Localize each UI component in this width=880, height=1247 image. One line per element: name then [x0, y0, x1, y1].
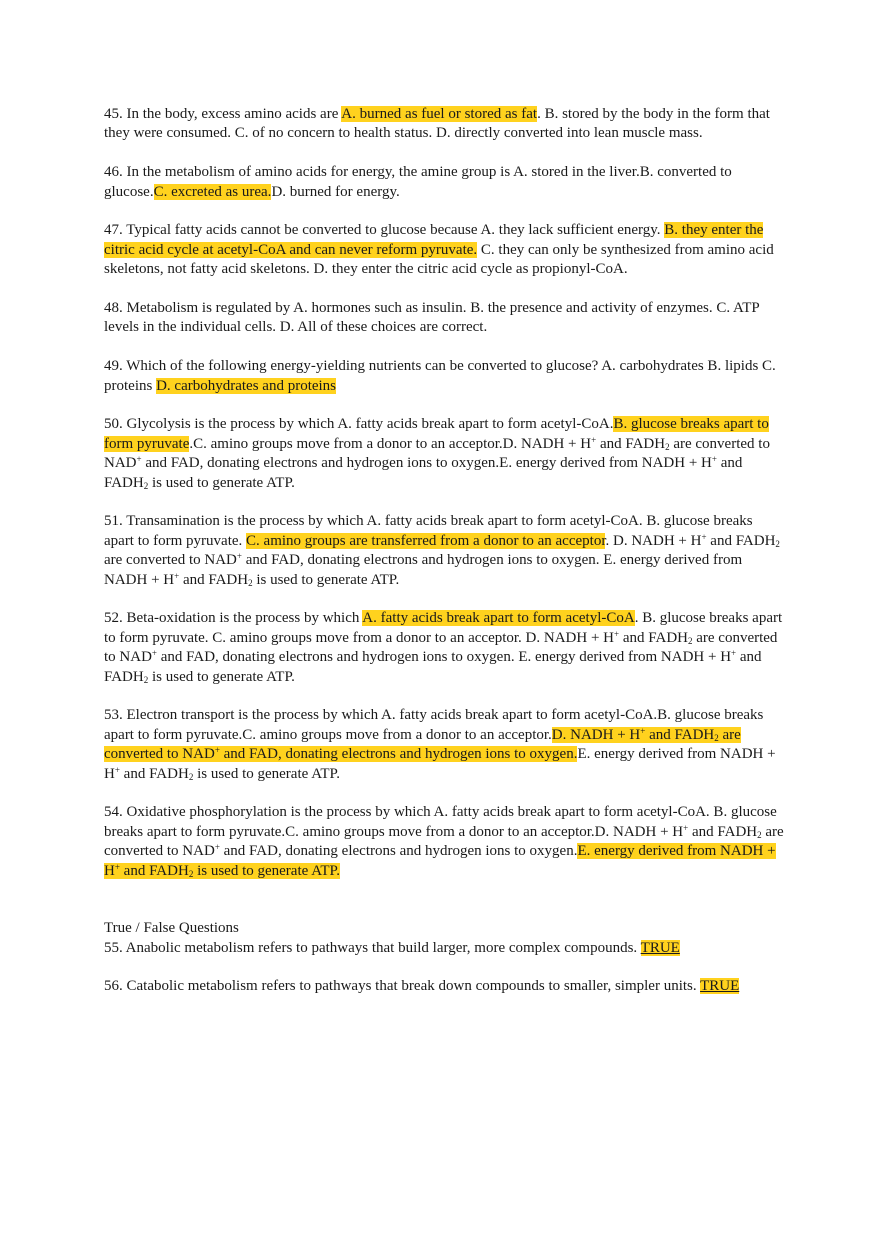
- question-54-text: 54. Oxidative phosphorylation is the process by which A. fatty acids break apart to form acetyl-CoA. B. glucose breaks apart to form pyruvate.C. amino groups move from a donor to an acceptor.D. NADH + H+ and $FADH_2$ are converted to NAD+ and FAD, donating electrons and hydrogen ions to oxygen.E. energy derived from NADH + H+ and $FADH_2$ is used to generate ATP.: [104, 804, 784, 879]
- true-false-section: [104, 919, 784, 997]
- question-48-text: 48. Metabolism is regulated by A. hormones such as insulin. B. the presence and activity of enzymes. C. ATP levels in the individual cells. D. All of these choices are correct.: [104, 300, 760, 336]
- question-49: [104, 357, 784, 396]
- document-page: [104, 105, 784, 997]
- question-50: [104, 415, 784, 493]
- answer-highlight: TRUE: [700, 978, 740, 995]
- question-47: [104, 221, 784, 279]
- question-48: [104, 299, 784, 338]
- question-54: [104, 803, 784, 881]
- question-49-text: 49. Which of the following energy-yielding nutrients can be converted to glucose? A. carbohydrates B. lipids C. proteins D. carbohydrates and proteins: [104, 358, 776, 394]
- section-heading: True / False Questions: [104, 920, 239, 937]
- question-55-text: 55. Anabolic metabolism refers to pathways that build larger, more complex compounds. TRUE: [104, 939, 680, 956]
- question-45: [104, 105, 784, 144]
- question-46-text: 46. In the metabolism of amino acids for energy, the amine group is A. stored in the liver.B. converted to glucose.C. excreted as urea.D. burned for energy.: [104, 164, 732, 200]
- answer-highlight: D. carbohydrates and proteins: [156, 377, 337, 394]
- question-52-text: 52. Beta-oxidation is the process by which A. fatty acids break apart to form acetyl-CoA. B. glucose breaks apart to form pyruvate. C. amino groups move from a donor to an acceptor. D. NADH + H+ and $FADH_2$ are converted to NAD+ and FAD, donating electrons and hydrogen ions to oxygen. E. energy derived from NADH + H+ and $FADH_2$ is used to generate ATP.: [104, 610, 783, 685]
- question-45-text: 45. In the body, excess amino acids are A. burned as fuel or stored as fat. B. stored by the body in the form that they were consumed. C. of no concern to health status. D. directly converted into lean muscle mass.: [104, 106, 770, 142]
- question-52: [104, 609, 784, 687]
- question-51: [104, 512, 784, 590]
- question-56-text: 56. Catabolic metabolism refers to pathways that break down compounds to smaller, simpler units. TRUE: [104, 978, 740, 995]
- answer-highlight: TRUE: [640, 939, 680, 956]
- question-53-text: 53. Electron transport is the process by which A. fatty acids break apart to form acetyl-CoA.B. glucose breaks apart to form pyruvate.C. amino groups move from a donor to an acceptor.D. NADH + H+ and $FADH_2$ are converted to NAD+ and FAD, donating electrons and hydrogen ions to oxygen.E. energy derived from NADH + H+ and $FADH_2$ is used to generate ATP.: [104, 707, 776, 782]
- answer-highlight: D. NADH + H+ and $FADH_2$ are converted to NAD+ and FAD, donating electrons and hydrogen ions to oxygen.: [104, 725, 741, 763]
- question-53: [104, 706, 784, 784]
- answer-highlight: A. fatty acids break apart to form acetyl-CoA: [362, 610, 635, 627]
- answer-highlight: E. energy derived from NADH + H+ and $FADH_2$ is used to generate ATP.: [104, 843, 776, 879]
- answer-highlight: C. amino groups are transferred from a donor to an acceptor: [246, 532, 606, 549]
- question-50-text: 50. Glycolysis is the process by which A. fatty acids break apart to form acetyl-CoA.B. glucose breaks apart to form pyruvate.C. amino groups move from a donor to an acceptor.D. NADH + H+ and $FADH_2$ are converted to NAD+ and FAD, donating electrons and hydrogen ions to oxygen.E. energy derived from NADH + H+ and $FADH_2$ is used to generate ATP.: [104, 416, 770, 491]
- question-46: [104, 163, 784, 202]
- answer-highlight: B. glucose breaks apart to form pyruvate: [104, 416, 769, 452]
- question-47-text: 47. Typical fatty acids cannot be converted to glucose because A. they lack sufficient energy. B. they enter the citric acid cycle at acetyl-CoA and can never reform pyruvate. C. they can only be synthesized from amino acid skeletons, not fatty acid skeletons. D. they enter the citric acid cycle as propionyl-CoA.: [104, 222, 774, 278]
- answer-highlight: B. they enter the citric acid cycle at acetyl-CoA and can never reform pyruvate.: [104, 222, 764, 258]
- question-51-text: 51. Transamination is the process by which A. fatty acids break apart to form acetyl-CoA. B. glucose breaks apart to form pyruvate. C. amino groups are transferred from a donor to an acceptor. D. NADH + H+ and $FADH_2$ are converted to NAD+ and FAD, donating electrons and hydrogen ions to oxygen. E. energy derived from NADH + H+ and $FADH_2$ is used to generate ATP.: [104, 513, 780, 588]
- answer-highlight: A. burned as fuel or stored as fat: [341, 106, 538, 122]
- answer-highlight: C. excreted as urea.: [153, 183, 272, 200]
